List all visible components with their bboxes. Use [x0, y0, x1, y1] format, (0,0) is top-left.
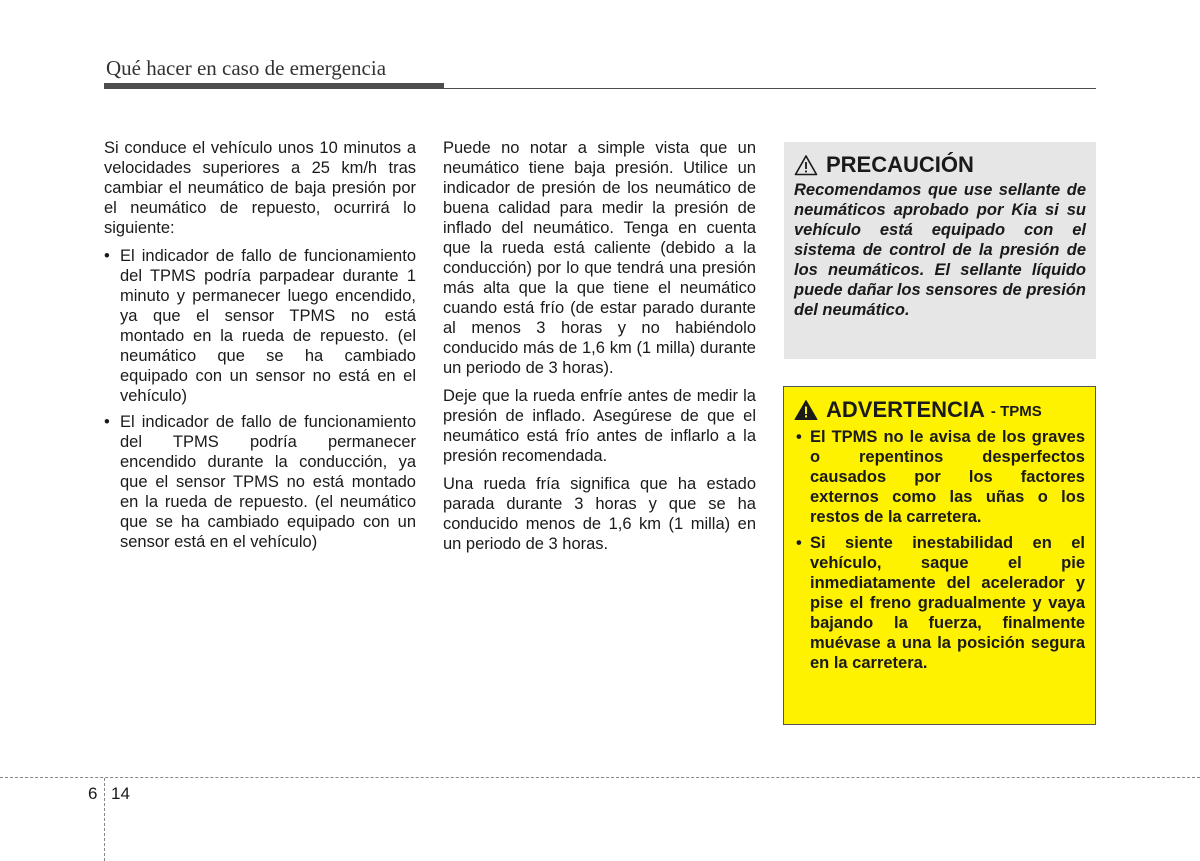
list-item: • El indicador de fallo de funcionamiento del TPMS podría permanecer encendido durante la conducción, ya que el sensor TPMS no está montado en la rueda de repuesto. (el neumático que se ha cambiado equipado con un sensor está en el vehículo)	[104, 413, 416, 551]
warning-subtitle: - TPMS	[990, 402, 1042, 420]
list-item: • El indicador de fallo de funcionamiento del TPMS podría parpadear durante 1 minuto y permanecer luego encendido, ya que el sensor TPMS no está montado en la rueda de repuesto. (el neumático que se ha cambiado equipado con un sensor no está en el vehículo)	[104, 247, 416, 405]
warning-heading	[794, 397, 1085, 423]
footer-vertical-rule	[104, 778, 105, 861]
body-paragraph: Puede no notar a simple vista que un neumático tiene baja presión. Utilice un indicador de presión de los neumático de buena calidad para medir la presión de inflado del neumático. Tenga en cuenta que la rueda está caliente (debido a la conducción) por lo que tendrá una presión más alta que la que tiene el neumático cuando está frío (de estar parado durante al menos 3 horas y no habiéndolo conducido más de 1,6 km (1 milla) durante un periodo de 3 horas).	[443, 139, 756, 377]
page-number: 14	[111, 784, 130, 803]
caution-heading	[794, 152, 1086, 178]
text-column-1	[104, 138, 416, 558]
header-rule-thin	[444, 88, 1096, 89]
warning-title: ADVERTENCIA	[826, 397, 985, 422]
caution-triangle-icon	[794, 154, 818, 176]
bullet-dot-icon: •	[796, 534, 802, 552]
bullet-dot-icon: •	[104, 247, 110, 265]
warning-box	[783, 386, 1096, 725]
body-paragraph: Una rueda fría significa que ha estado parada durante 3 horas y que se ha conducido menos de 1,6 km (1 milla) en un periodo de 3 horas.	[443, 475, 756, 553]
body-paragraph: Deje que la rueda enfríe antes de medir la presión de inflado. Asegúrese de que el neumático está frío antes de inflarlo a la presión recomendada.	[443, 387, 756, 465]
warning-bullet-list	[794, 427, 1085, 673]
caution-title: PRECAUCIÓN	[826, 152, 974, 177]
caution-text: Recomendamos que use sellante de neumáticos aprobado por Kia si su vehículo está equipado con el sistema de control de la presión de los neumáticos. El sellante líquido puede dañar los sensores de presión del neumático.	[794, 181, 1086, 319]
intro-paragraph: Si conduce el vehículo unos 10 minutos a velocidades superiores a 25 km/h tras cambiar el neumático de baja presión por el neumático de repuesto, ocurrirá lo siguiente:	[104, 139, 416, 237]
page-header-title: Qué hacer en caso de emergencia	[106, 56, 387, 80]
tpms-bullet-list	[104, 246, 416, 552]
text-column-2	[443, 138, 756, 562]
caution-box	[784, 142, 1096, 359]
warning-triangle-icon	[794, 399, 818, 421]
bullet-dot-icon: •	[104, 413, 110, 431]
footer-dashed-rule	[0, 777, 1200, 778]
list-item: • Si siente inestabilidad en el vehículo, saque el pie inmediatamente del acelerador y pise el freno gradualmente y vaya bajando la fuerza, finalmente muévase a una la posición segura en la carretera.	[796, 534, 1085, 672]
bullet-dot-icon: •	[796, 428, 802, 446]
header-rule-thick	[104, 83, 444, 89]
chapter-number: 6	[88, 784, 98, 803]
list-item: • El TPMS no le avisa de los graves o repentinos desperfectos causados por los factores externos como las uñas o los restos de la carretera.	[796, 428, 1085, 526]
